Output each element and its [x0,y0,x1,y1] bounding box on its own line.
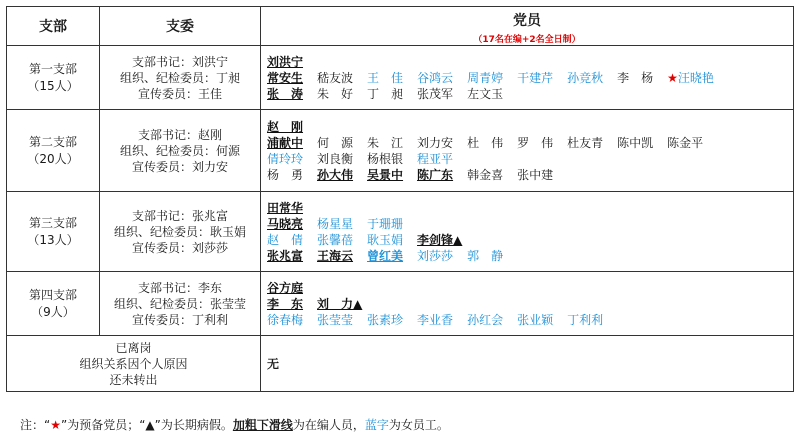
member-name: 孙红会 [467,312,504,327]
member-name: 刘洪宁 [267,54,304,69]
member-name: 王 佳 [367,70,404,85]
member-name: 嵇友波 [317,70,354,85]
member-name: 刘莎莎 [417,248,454,263]
note-star: ★ [50,418,61,432]
member-name: 倩玲玲 [267,151,304,166]
branch-count: （20人） [27,151,79,166]
member-name: 杨星星 [317,216,354,231]
branch-count: （15人） [27,78,79,93]
member-name: 浦献中 [267,135,304,150]
member-name: 李 东 [267,296,304,311]
member-name: 刘力安 [417,135,454,150]
committee-cell [100,192,261,272]
header-members-sub: （17名在编+2名全日制） [473,34,581,45]
member-line [267,280,787,296]
committee-line: 宣传委员：王佳 [137,86,222,101]
member-name: 何 源 [317,135,354,150]
member-name: 杜 伟 [467,135,504,150]
branch-cell [7,110,100,192]
member-name: 丁 昶 [367,86,404,101]
committee-line: 支部书记：赵刚 [137,127,222,142]
member-name: 耿玉娟 [367,232,404,247]
footnote [20,416,449,433]
member-name: 于珊珊 [367,216,404,231]
note-part2: 为在编人员， [292,418,365,432]
member-line [267,86,787,102]
member-name: ★汪晓艳 [667,70,714,85]
branch-count: （13人） [27,232,79,247]
member-name: 干建芹 [517,70,554,85]
member-name: 陈广东 [417,167,454,182]
branch-cell [7,272,100,336]
members-cell [261,272,794,336]
committee-line: 组织、纪检委员：丁昶 [119,70,240,85]
branch-name: 第二支部 [28,134,77,149]
left-row-value: 无 [261,336,794,392]
branch-count: （9人） [31,304,75,319]
header-members-cell [261,7,794,46]
member-name: 谷鸿云 [417,70,454,85]
member-line [267,135,787,151]
committee-line: 宣传委员：丁利利 [131,312,228,327]
member-name: 左文玉 [467,86,504,101]
committee-line: 宣传委员：刘力安 [131,159,228,174]
member-name: 杨根银 [367,151,404,166]
table-header-row [7,7,794,46]
branch-name: 第一支部 [28,61,77,76]
branch-row [7,272,794,336]
member-name: 谷方庭 [267,280,304,295]
member-line [267,296,787,312]
member-name: 程亚平 [417,151,454,166]
branch-name: 第四支部 [28,287,77,302]
branch-cell [7,46,100,110]
members-cell [261,192,794,272]
member-name: 马晓亮 [267,216,304,231]
committee-line: 支部书记：刘洪宁 [131,54,228,69]
committee-line: 组织、纪检委员：何源 [119,143,240,158]
branch-cell [7,192,100,272]
member-name: 陈金平 [667,135,704,150]
member-line [267,312,787,328]
committee-cell [100,46,261,110]
member-line [267,54,787,70]
note-part3: 为女员工。 [388,418,449,432]
member-name: 张茂军 [417,86,454,101]
note-blue: 蓝字 [364,418,389,432]
member-name: 朱 好 [317,86,354,101]
member-line [267,119,787,135]
member-name: 刘良衡 [317,151,354,166]
left-row [7,336,794,392]
branch-name: 第三支部 [28,215,77,230]
left-label-line: 已离岗 [115,340,152,355]
member-name: 张兆富 [267,248,304,263]
header-branch: 支部 [7,7,100,46]
member-name: 朱 江 [367,135,404,150]
member-name: 李剑锋▲ [417,232,463,247]
committee-line: 宣传委员：刘莎莎 [131,240,228,255]
member-line [267,151,787,167]
committee-line: 组织、纪检委员：张莹莹 [113,296,246,311]
member-name: 田常华 [267,200,304,215]
left-label-line: 组织关系因个人原因 [79,356,188,371]
member-name: 张 涛 [267,86,304,101]
member-name: 韩金喜 [467,167,504,182]
member-name: 孙竞秋 [567,70,604,85]
member-name: 张莹莹 [317,312,354,327]
member-line [267,200,787,216]
member-name: 杨 勇 [267,167,304,182]
committee-cell [100,272,261,336]
member-name: 常安生 [267,70,304,85]
committee-cell [100,110,261,192]
note-prefix: 注：“ [20,418,51,432]
member-name: 曾红美 [367,248,404,263]
member-name: 张业颖 [517,312,554,327]
member-name: 徐春梅 [267,312,304,327]
members-cell [261,46,794,110]
member-name: 李业香 [417,312,454,327]
member-name: 李 杨 [617,70,654,85]
member-name: 刘 力▲ [317,296,363,311]
roster-table [6,6,794,392]
header-committee: 支委 [100,7,261,46]
left-row-label [7,336,261,392]
member-name: 王海云 [317,248,354,263]
note-underline: 加粗下滑线 [232,418,293,432]
member-name: 陈中凯 [617,135,654,150]
note-part1: ”为预备党员；“▲”为长期病假。 [60,418,233,432]
member-line [267,70,787,86]
committee-line: 支部书记：张兆富 [131,208,228,223]
member-line [267,232,787,248]
header-members: 党员 [513,12,541,29]
branch-row [7,192,794,272]
party-roster [6,6,794,392]
member-line [267,248,787,264]
member-name: 周青婷 [467,70,504,85]
member-name: 丁利利 [567,312,604,327]
probation-star-icon: ★ [667,70,678,85]
branch-row [7,110,794,192]
table-body [7,46,794,336]
committee-line: 支部书记：李东 [137,280,222,295]
left-label-line: 还未转出 [109,372,158,387]
member-name: 张馨蓓 [317,232,354,247]
member-name: 郭 静 [467,248,504,263]
member-name: 杜友青 [567,135,604,150]
member-name: 赵 倩 [267,232,304,247]
member-name: 张素珍 [367,312,404,327]
committee-line: 组织、纪检委员：耿玉娟 [113,224,246,239]
member-name: 孙大伟 [317,167,354,182]
member-name: 罗 伟 [517,135,554,150]
branch-row [7,46,794,110]
member-line [267,216,787,232]
member-line [267,167,787,183]
member-name: 赵 刚 [267,119,304,134]
members-cell [261,110,794,192]
member-name: 张中建 [517,167,554,182]
member-name: 吴景中 [367,167,404,182]
